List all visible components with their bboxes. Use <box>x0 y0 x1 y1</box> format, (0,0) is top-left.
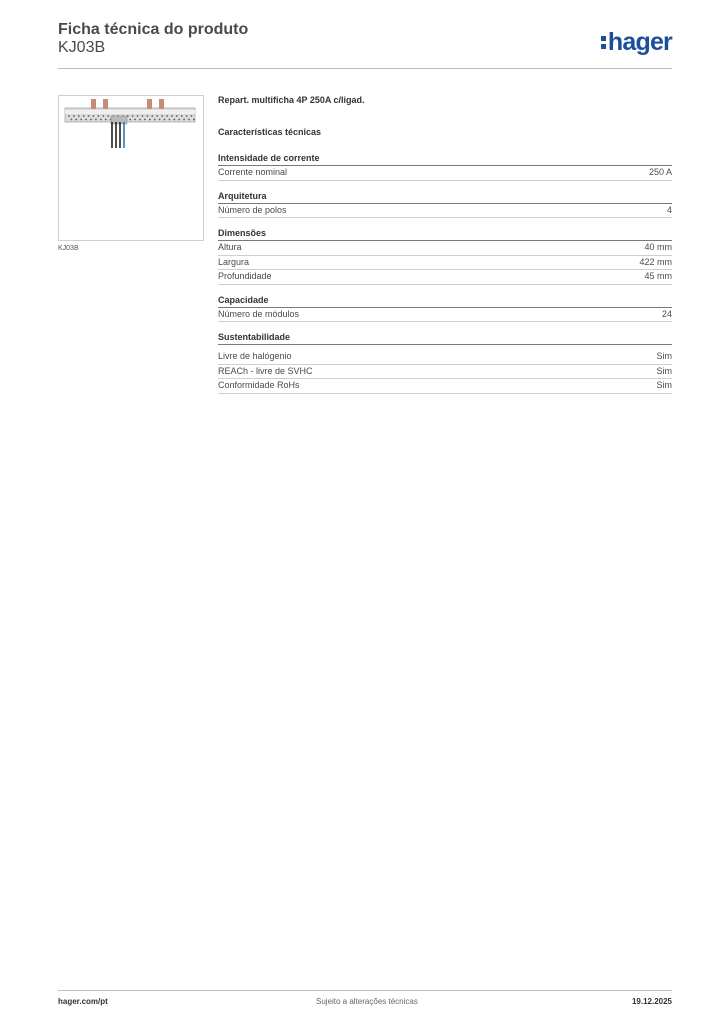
spec-label: Profundidade <box>218 271 272 281</box>
spec-label: Corrente nominal <box>218 167 288 177</box>
footer-date: 19.12.2025 <box>631 997 672 1006</box>
spec-label: Altura <box>218 242 242 252</box>
spec-row <box>218 256 672 271</box>
spec-group-sustainability <box>218 332 672 394</box>
spec-value: 45 mm <box>644 271 672 281</box>
spec-row <box>218 308 672 323</box>
spec-group-title: Sustentabilidade <box>218 332 672 345</box>
spec-value: Sim <box>656 351 672 361</box>
spec-group-title: Capacidade <box>218 295 672 308</box>
spec-group-title: Intensidade de corrente <box>218 153 672 166</box>
spec-label: Largura <box>218 256 250 267</box>
spec-label: REACh - livre de SVHC <box>218 365 313 376</box>
spec-row <box>218 365 672 380</box>
hager-logo <box>601 28 672 56</box>
header-divider <box>58 68 672 69</box>
logo-colon-icon <box>601 36 606 49</box>
spec-value: Sim <box>656 365 672 376</box>
spec-value: 422 mm <box>639 256 672 267</box>
spec-row <box>218 204 672 219</box>
spec-value: 24 <box>661 308 672 319</box>
product-code: KJ03B <box>58 39 106 56</box>
spec-row <box>218 241 672 256</box>
image-caption: KJ03B <box>58 245 79 252</box>
document-title: Ficha técnica do produto <box>58 21 249 38</box>
spec-group-title: Arquitetura <box>218 191 672 204</box>
spec-label: Conformidade RoHs <box>218 380 300 390</box>
spec-row <box>218 270 672 285</box>
product-name: Repart. multificha 4P 250A c/ligad. <box>218 95 365 105</box>
spec-label: Número de módulos <box>218 308 300 319</box>
spec-value: 40 mm <box>644 242 672 252</box>
spec-value: Sim <box>656 380 672 390</box>
spec-label: Livre de halógenio <box>218 351 292 361</box>
specifications <box>218 95 672 404</box>
spec-group-architecture <box>218 191 672 219</box>
spec-row <box>218 379 672 394</box>
footer-divider <box>58 990 672 991</box>
spec-group-capacity <box>218 295 672 323</box>
spec-row <box>218 166 672 181</box>
section-heading: Características técnicas <box>218 127 322 137</box>
spec-group-current <box>218 153 672 181</box>
spec-group-dimensions <box>218 228 672 285</box>
footer-notice: Sujeito a alterações técnicas <box>316 997 418 1006</box>
spec-group-title: Dimensões <box>218 228 672 241</box>
footer-website-link[interactable]: hager.com/pt <box>58 997 108 1006</box>
spec-label: Número de polos <box>218 204 287 215</box>
product-image <box>58 95 204 241</box>
logo-wordmark: hager <box>607 27 672 56</box>
busbar-distributor-icon <box>59 96 203 240</box>
spec-value: 4 <box>666 204 672 215</box>
spec-row <box>218 350 672 365</box>
spec-value: 250 A <box>648 167 672 177</box>
